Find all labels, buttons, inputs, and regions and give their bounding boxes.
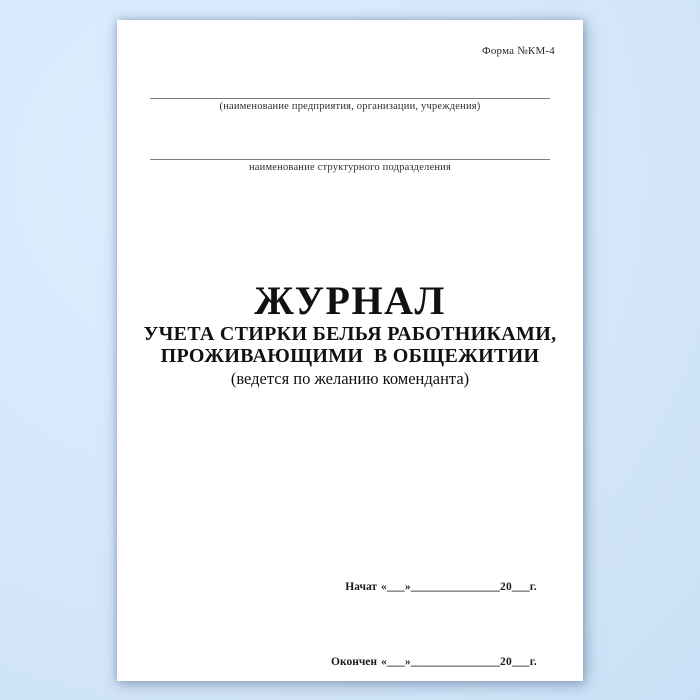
start-end-dates-block (314, 550, 537, 700)
date-started-row (314, 550, 537, 625)
organization-blank-line (150, 98, 550, 99)
department-field-caption: наименование структурного подразделения (248, 162, 452, 173)
organization-name-field (150, 98, 550, 112)
journal-subtitle-line2: ПРОЖИВАЮЩИМИ В ОБЩЕЖИТИИ (160, 344, 540, 367)
journal-title-note: (ведется по желанию коменданта) (230, 369, 470, 388)
department-name-field (150, 159, 550, 173)
date-finished-blank: «___»_______________20___г. (381, 656, 537, 668)
organization-field-caption: (наименование предприятия, организации, учреждения) (219, 101, 481, 112)
form-number-label: Форма №КМ-4 (481, 45, 555, 57)
journal-subtitle-line1: УЧЕТА СТИРКИ БЕЛЬЯ РАБОТНИКАМИ, (143, 323, 557, 345)
department-blank-line (150, 159, 550, 160)
date-started-blank: «___»_______________20___г. (381, 581, 537, 593)
date-finished-label: Окончен (331, 656, 378, 668)
journal-title: ЖУРНАЛ (254, 278, 446, 323)
journal-cover-page (117, 20, 583, 681)
date-finished-row (314, 625, 537, 700)
date-started-label: Начат (345, 581, 378, 593)
journal-title-block (117, 278, 583, 390)
